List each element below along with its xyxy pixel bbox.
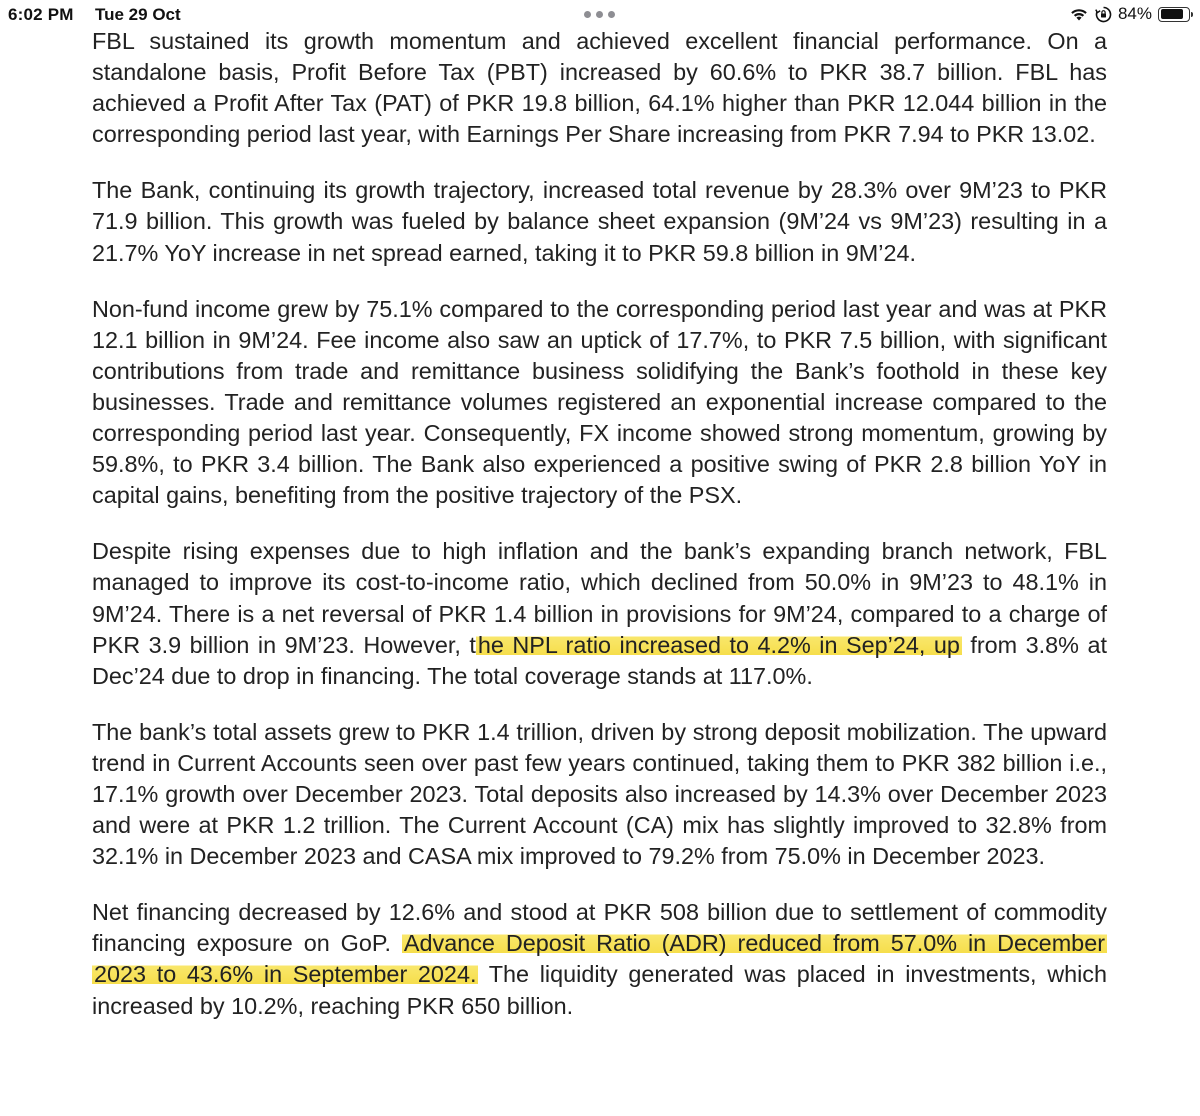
multitasking-dots-icon[interactable] (584, 11, 615, 18)
paragraph-text: Net financing decreased by 12.6% and stood at PKR 508 billion due to settlement of commodity financing exposure on GoP. (92, 899, 1107, 957)
paragraph-text: The liquidity generated was placed in investments, which increased by 10.2%, reaching PKR 650 billion. (92, 961, 1107, 1019)
paragraph-revenue: The Bank, continuing its growth trajectory, increased total revenue by 28.3% over 9M’23 to PKR 71.9 billion. This growth was fueled by balance sheet expansion (9M’24 vs 9M’23) resulting in a 21.7% YoY increase in net spread earned, taking it to PKR 59.8 billion in 9M’24. (92, 177, 1107, 266)
orientation-lock-icon (1095, 6, 1112, 23)
battery-percentage: 84% (1117, 4, 1152, 23)
status-date: Tue 29 Oct (95, 5, 181, 24)
paragraph-financing (92, 897, 1107, 1021)
paragraph-assets: The bank’s total assets grew to PKR 1.4 trillion, driven by strong deposit mobilization. The upward trend in Current Accounts seen over past few years continued, taking them to PKR 382 billion i.e., 17.1% growth over December 2023. Total deposits also increased by 14.3% over December 2023 and were at PKR 1.2 trillion. The Current Account (CA) mix has slightly improved to 32.8% from 32.1% in December 2023 and CASA mix improved to 79.2% from 75.0% in December 2023. (92, 718, 1107, 870)
paragraph-profit: FBL sustained its growth momentum and achieved excellent financial performance. On a standalone basis, Profit Before Tax (PBT) increased by 60.6% to PKR 38.7 billion. FBL has achieved a Profit After Tax (PAT) of PKR 19.8 billion, 64.1% higher than PKR 12.044 billion in the corresponding period last year, with Earnings Per Share increasing from PKR 7.94 to PKR 13.02. (92, 28, 1107, 148)
highlighted-text-adr: Advance Deposit Ratio (ADR) reduced from 57.0% in December 2023 to 43.6% in September 2024. (94, 930, 1105, 988)
battery-level (1161, 9, 1184, 19)
paragraph-non-fund-income: Non-fund income grew by 75.1% compared to the corresponding period last year and was at PKR 12.1 billion in 9M’24. Fee income also saw an uptick of 17.7%, to PKR 7.5 billion, with significant contributions from trade and remittance business solidifying the Bank’s foothold in these key businesses. Trade and remittance volumes registered an exponential increase compared to the corresponding period last year. Consequently, FX income showed strong momentum, growing by 59.8%, to PKR 3.4 billion. The Bank also experienced a positive swing of PKR 2.8 billion YoY in capital gains, benefiting from the positive trajectory of the PSX. (92, 295, 1107, 509)
status-indicators (1069, 4, 1190, 24)
paragraph-text: Despite rising expenses due to high inflation and the bank’s expanding branch network, FBL managed to improve its cost-to-income ratio, which declined from 50.0% in 9M’23 to 48.1% in 9M’24. There is a net reversal of PKR 1.4 billion in provisions for 9M’24, compared to a charge of PKR 3.9 billion in 9M’23. However, t (92, 538, 1107, 658)
document-body (92, 26, 1107, 1047)
status-time: 6:02 PM (8, 5, 74, 24)
highlighted-text-npl: he NPL ratio increased to 4.2% in Sep’24, up (477, 631, 960, 658)
wifi-icon (1069, 7, 1089, 22)
battery-icon (1158, 7, 1190, 22)
paragraph-expenses (92, 536, 1107, 691)
paragraph-text: from 3.8% at Dec’24 due to drop in financing. The total coverage stands at 117.0%. (92, 631, 1107, 689)
